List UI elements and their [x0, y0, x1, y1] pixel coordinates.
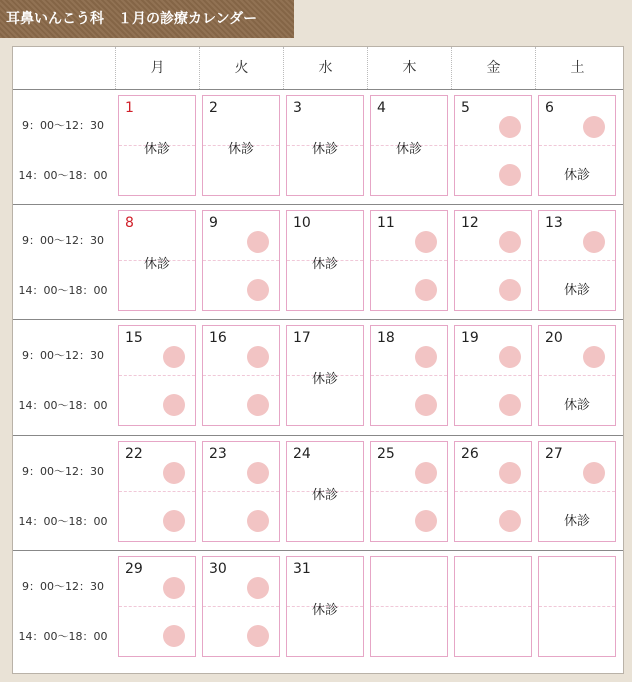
day-cell	[454, 441, 532, 542]
open-marker-pm	[415, 279, 437, 301]
session-divider	[455, 491, 531, 492]
day-cell	[370, 95, 448, 196]
day-cell	[118, 325, 196, 426]
day-header-2: 水	[283, 47, 367, 89]
open-marker-pm	[247, 279, 269, 301]
day-number: 1	[125, 100, 134, 116]
empty-day-cell	[538, 556, 616, 657]
session-divider	[539, 491, 615, 492]
day-number: 2	[209, 100, 218, 116]
day-number: 19	[461, 330, 479, 346]
day-cell	[202, 441, 280, 542]
session-divider	[203, 491, 279, 492]
day-number: 12	[461, 215, 479, 231]
session-divider	[371, 491, 447, 492]
closed-label: 休診	[395, 142, 422, 157]
open-marker-am	[163, 346, 185, 368]
day-cell	[538, 325, 616, 426]
open-marker-pm	[247, 625, 269, 647]
day-header-5: 土	[535, 47, 619, 89]
closed-label-pm: 休診	[563, 168, 590, 183]
day-cell	[286, 325, 364, 426]
open-marker-am	[247, 462, 269, 484]
week-divider	[13, 319, 623, 320]
day-cell	[286, 556, 364, 657]
day-number: 6	[545, 100, 554, 116]
session-divider	[539, 375, 615, 376]
day-cell	[370, 325, 448, 426]
open-marker-pm	[499, 394, 521, 416]
day-number: 3	[293, 100, 302, 116]
time-label-pm: 14：00～18：00	[18, 515, 108, 528]
day-cell	[118, 556, 196, 657]
day-cell	[286, 95, 364, 196]
session-divider	[203, 606, 279, 607]
week-divider	[13, 435, 623, 436]
day-cell	[454, 95, 532, 196]
session-divider	[455, 260, 531, 261]
closed-label: 休診	[311, 142, 338, 157]
open-marker-pm	[163, 510, 185, 532]
open-marker-pm	[247, 394, 269, 416]
day-cell	[202, 325, 280, 426]
time-label-pm: 14：00～18：00	[18, 284, 108, 297]
closed-label: 休診	[311, 257, 338, 272]
open-marker-pm	[163, 394, 185, 416]
day-cell	[538, 210, 616, 311]
day-cell	[286, 441, 364, 542]
open-marker-pm	[499, 164, 521, 186]
week-divider	[13, 204, 623, 205]
open-marker-am	[499, 346, 521, 368]
time-label-am: 9：00～12：30	[22, 119, 104, 132]
day-number: 30	[209, 561, 227, 577]
open-marker-am	[499, 231, 521, 253]
day-number: 13	[545, 215, 563, 231]
open-marker-am	[415, 462, 437, 484]
session-divider	[203, 375, 279, 376]
open-marker-pm	[163, 625, 185, 647]
day-number: 17	[293, 330, 311, 346]
open-marker-am	[247, 577, 269, 599]
closed-label: 休診	[227, 142, 254, 157]
open-marker-am	[247, 346, 269, 368]
day-cell	[538, 441, 616, 542]
open-marker-pm	[415, 510, 437, 532]
day-number: 8	[125, 215, 134, 231]
day-number: 29	[125, 561, 143, 577]
open-marker-am	[163, 462, 185, 484]
time-label-am: 9：00～12：30	[22, 234, 104, 247]
day-cell	[370, 441, 448, 542]
closed-label: 休診	[311, 372, 338, 387]
day-number: 20	[545, 330, 563, 346]
day-cell	[202, 210, 280, 311]
session-divider	[455, 145, 531, 146]
day-cell	[286, 210, 364, 311]
day-number: 11	[377, 215, 395, 231]
day-number: 23	[209, 446, 227, 462]
day-number: 27	[545, 446, 563, 462]
time-label-am: 9：00～12：30	[22, 349, 104, 362]
session-divider	[119, 606, 195, 607]
closed-label-pm: 休診	[563, 398, 590, 413]
session-divider	[119, 491, 195, 492]
time-label-am: 9：00～12：30	[22, 465, 104, 478]
closed-label: 休診	[311, 603, 338, 618]
day-number: 15	[125, 330, 143, 346]
day-cell	[538, 95, 616, 196]
session-divider	[371, 606, 447, 607]
day-header-0: 月	[115, 47, 199, 89]
open-marker-am	[499, 116, 521, 138]
day-header-3: 木	[367, 47, 451, 89]
day-number: 4	[377, 100, 386, 116]
day-number: 22	[125, 446, 143, 462]
closed-label-pm: 休診	[563, 514, 590, 529]
open-marker-am	[583, 462, 605, 484]
session-divider	[455, 375, 531, 376]
open-marker-pm	[499, 279, 521, 301]
day-header-4: 金	[451, 47, 535, 89]
day-header-1: 火	[199, 47, 283, 89]
session-divider	[539, 606, 615, 607]
day-number: 9	[209, 215, 218, 231]
open-marker-pm	[415, 394, 437, 416]
session-divider	[371, 260, 447, 261]
open-marker-am	[583, 346, 605, 368]
time-label-pm: 14：00～18：00	[18, 630, 108, 643]
closed-label: 休診	[143, 142, 170, 157]
week-divider	[13, 89, 623, 90]
open-marker-am	[163, 577, 185, 599]
closed-label-pm: 休診	[563, 283, 590, 298]
day-number: 18	[377, 330, 395, 346]
empty-day-cell	[454, 556, 532, 657]
open-marker-pm	[247, 510, 269, 532]
day-number: 25	[377, 446, 395, 462]
calendar-title: 耳鼻いんこう科 １月の診療カレンダー	[0, 0, 294, 38]
open-marker-pm	[499, 510, 521, 532]
session-divider	[119, 375, 195, 376]
open-marker-am	[583, 116, 605, 138]
time-label-pm: 14：00～18：00	[18, 169, 108, 182]
day-number: 26	[461, 446, 479, 462]
session-divider	[371, 375, 447, 376]
session-divider	[539, 260, 615, 261]
day-cell	[118, 210, 196, 311]
session-divider	[539, 145, 615, 146]
day-number: 16	[209, 330, 227, 346]
day-number: 31	[293, 561, 311, 577]
session-divider	[455, 606, 531, 607]
day-cell	[118, 95, 196, 196]
day-cell	[202, 556, 280, 657]
calendar-panel	[12, 46, 624, 674]
day-number: 5	[461, 100, 470, 116]
day-cell	[370, 210, 448, 311]
open-marker-am	[415, 346, 437, 368]
session-divider	[203, 260, 279, 261]
time-label-am: 9：00～12：30	[22, 580, 104, 593]
day-cell	[454, 210, 532, 311]
open-marker-am	[247, 231, 269, 253]
week-divider	[13, 550, 623, 551]
day-cell	[202, 95, 280, 196]
empty-day-cell	[370, 556, 448, 657]
day-cell	[118, 441, 196, 542]
closed-label: 休診	[311, 488, 338, 503]
day-number: 10	[293, 215, 311, 231]
day-number: 24	[293, 446, 311, 462]
open-marker-am	[415, 231, 437, 253]
open-marker-am	[583, 231, 605, 253]
closed-label: 休診	[143, 257, 170, 272]
time-label-pm: 14：00～18：00	[18, 399, 108, 412]
day-cell	[454, 325, 532, 426]
open-marker-am	[499, 462, 521, 484]
